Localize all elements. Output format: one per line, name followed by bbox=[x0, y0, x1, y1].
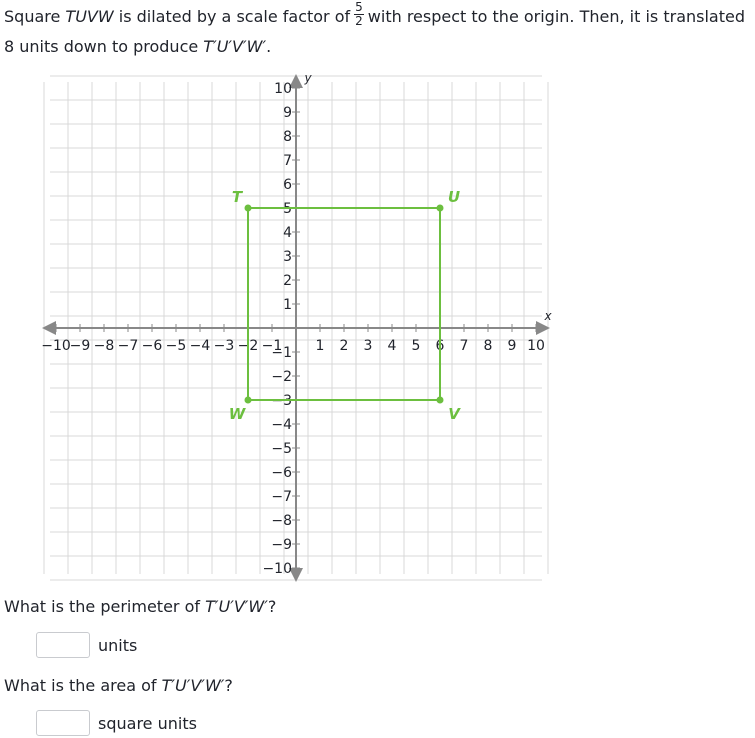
y-tick-label: 3 bbox=[283, 249, 292, 265]
axes bbox=[42, 74, 550, 582]
x-tick-label: 9 bbox=[507, 338, 517, 354]
question-perimeter bbox=[4, 597, 276, 616]
x-tick-label: −1 bbox=[261, 338, 283, 354]
x-tick-label: −5 bbox=[165, 338, 187, 354]
x-tick-label: 4 bbox=[387, 338, 397, 354]
x-tick-label: 3 bbox=[363, 338, 373, 354]
y-tick-label: −4 bbox=[271, 417, 292, 433]
y-tick-label: 7 bbox=[283, 153, 292, 169]
vertex-point-u bbox=[437, 205, 444, 212]
scale-numerator: 5 bbox=[355, 0, 363, 14]
y-tick-label: 2 bbox=[283, 273, 292, 289]
question-perimeter-name: T′U′V′W′ bbox=[205, 597, 268, 616]
x-tick-label: −10 bbox=[41, 338, 71, 354]
x-tick-label: −7 bbox=[117, 338, 139, 354]
x-tick-label: 6 bbox=[435, 338, 445, 354]
x-axis-label: x bbox=[544, 309, 552, 323]
y-tick-label: 1 bbox=[283, 297, 292, 313]
problem-line-2 bbox=[4, 30, 271, 63]
problem-text-1c: with respect to the origin. Then, it is translated bbox=[367, 7, 745, 26]
question-area-prefix: What is the area of bbox=[4, 676, 162, 695]
question-area-suffix: ? bbox=[224, 676, 233, 695]
vertex-label-u: U bbox=[447, 188, 461, 206]
image-square-name: T′U′V′W′ bbox=[203, 37, 267, 56]
x-tick-label: −2 bbox=[237, 338, 259, 354]
vertex-label-v: V bbox=[448, 405, 460, 423]
vertex-point-w bbox=[245, 397, 252, 404]
y-tick-label: 5 bbox=[283, 201, 292, 217]
y-axis-label: y bbox=[304, 71, 312, 85]
x-tick-label: −3 bbox=[213, 338, 235, 354]
x-tick-label: 7 bbox=[459, 338, 469, 354]
area-unit-label: square units bbox=[98, 713, 197, 733]
y-tick-label: 4 bbox=[283, 225, 292, 241]
vertex-label-w: W bbox=[228, 405, 246, 423]
x-tick-label: −6 bbox=[141, 338, 163, 354]
perimeter-unit-label: units bbox=[98, 635, 138, 655]
problem-line-1 bbox=[4, 0, 745, 33]
y-tick-label: 10 bbox=[274, 81, 292, 97]
y-tick-label: −7 bbox=[271, 489, 292, 505]
question-area-name: T′U′V′W′ bbox=[161, 676, 225, 695]
x-tick-label: −9 bbox=[69, 338, 91, 354]
x-tick-label: 8 bbox=[483, 338, 493, 354]
y-tick-label: −9 bbox=[271, 537, 292, 553]
vertex-label-t: T bbox=[231, 188, 243, 206]
original-square-name: TUVW bbox=[65, 7, 114, 26]
problem-text-2b: . bbox=[266, 37, 272, 56]
coordinate-plane bbox=[0, 70, 560, 582]
x-tick-label: 5 bbox=[411, 338, 421, 354]
y-tick-label: 8 bbox=[283, 129, 292, 145]
x-tick-label: 2 bbox=[339, 338, 349, 354]
x-tick-label: −8 bbox=[93, 338, 115, 354]
x-tick-label: 10 bbox=[527, 338, 545, 354]
y-tick-label: −8 bbox=[271, 513, 292, 529]
problem-text-1b: is dilated by a scale factor of bbox=[113, 7, 351, 26]
vertex-point-t bbox=[245, 205, 252, 212]
x-tick-label: −4 bbox=[189, 338, 211, 354]
scale-denominator: 2 bbox=[355, 14, 363, 28]
scale-factor-fraction bbox=[354, 1, 364, 28]
y-tick-label: −2 bbox=[271, 369, 292, 385]
y-tick-label: −3 bbox=[271, 393, 292, 409]
question-perimeter-prefix: What is the perimeter of bbox=[4, 597, 206, 616]
question-area bbox=[4, 676, 233, 695]
x-tick-label: 1 bbox=[315, 338, 325, 354]
y-tick-label: 6 bbox=[283, 177, 292, 193]
problem-text-2a: 8 units down to produce bbox=[4, 37, 204, 56]
y-tick-label: −10 bbox=[262, 561, 292, 577]
area-answer-row bbox=[36, 710, 197, 736]
y-tick-label: −5 bbox=[271, 441, 292, 457]
question-perimeter-suffix: ? bbox=[267, 597, 277, 616]
perimeter-answer-row bbox=[36, 632, 137, 658]
vertex-point-v bbox=[437, 397, 444, 404]
area-input[interactable] bbox=[36, 710, 90, 736]
y-tick-label: −1 bbox=[271, 345, 292, 361]
perimeter-input[interactable] bbox=[36, 632, 90, 658]
problem-text-1a: Square bbox=[4, 7, 66, 26]
y-tick-label: 9 bbox=[283, 105, 292, 121]
y-tick-label: −6 bbox=[271, 465, 292, 481]
